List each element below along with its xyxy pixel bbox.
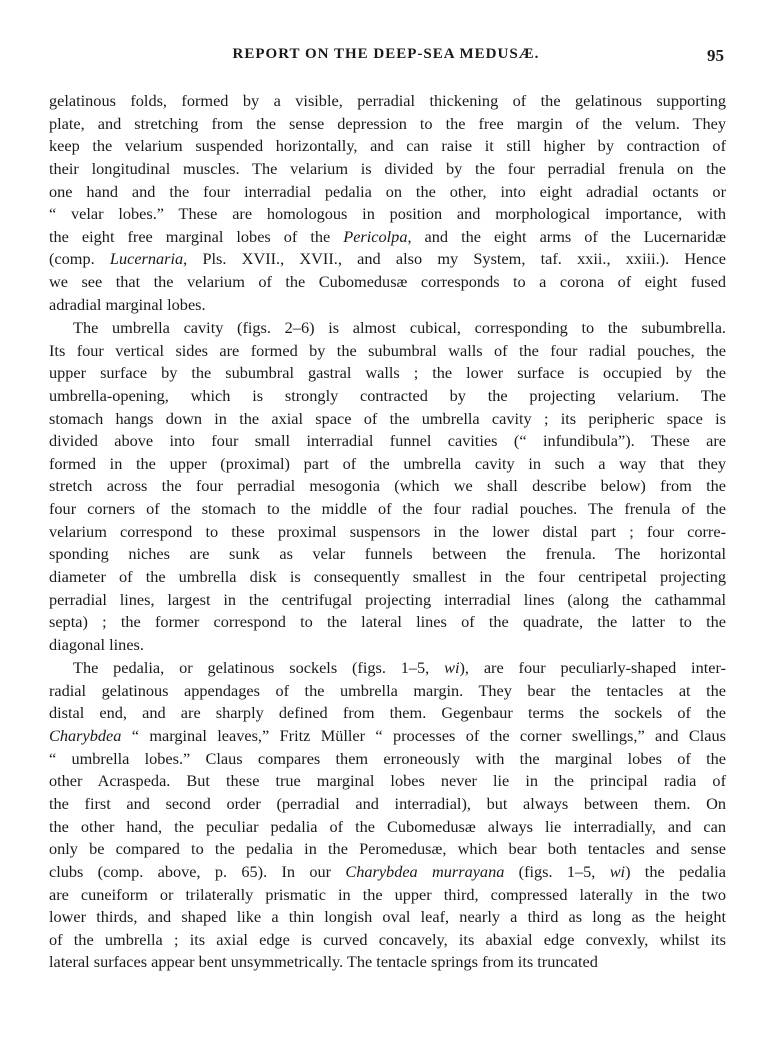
text-run: septa) ; the former correspond to the lateral lines of the quadrate, the latter to the bbox=[49, 612, 726, 632]
text-line bbox=[49, 317, 726, 340]
text-run: diagonal lines. bbox=[49, 634, 144, 654]
text-line bbox=[49, 725, 726, 748]
text-run: sponding niches are sunk as velar funnels between the frenula. The horizontal bbox=[49, 544, 726, 564]
italic-term: Pericolpa bbox=[343, 226, 408, 246]
italic-term: wi bbox=[444, 658, 460, 678]
page-header bbox=[48, 46, 724, 66]
text-line bbox=[49, 362, 726, 385]
text-run: the eight free marginal lobes of the bbox=[49, 226, 344, 246]
text-run: plate, and stretching from the sense depression to the free margin of the velum. They bbox=[49, 113, 726, 133]
text-run: clubs (comp. above, p. 65). In our bbox=[49, 861, 346, 881]
text-run: their longitudinal muscles. The velarium is divided by the four perradial frenula on the bbox=[49, 158, 726, 178]
text-line bbox=[49, 271, 726, 294]
text-line bbox=[49, 158, 726, 181]
text-line bbox=[49, 951, 726, 974]
text-run: are cuneiform or trilaterally prismatic in the upper third, compressed laterally in the two bbox=[49, 884, 726, 904]
text-line bbox=[49, 181, 726, 204]
text-line bbox=[49, 294, 726, 317]
text-run: lower thirds, and shaped like a thin longish oval leaf, nearly a third as long as the height bbox=[49, 907, 726, 927]
text-run: gelatinous folds, formed by a visible, perradial thickening of the gelatinous supporting bbox=[49, 91, 726, 110]
text-line bbox=[49, 861, 726, 884]
text-run: distal end, and are sharply defined from them. Gegenbaur terms the sockels of the bbox=[49, 703, 726, 723]
text-line bbox=[49, 226, 726, 249]
text-run: divided above into four small interradial funnel cavities (“ infundibula”). These are bbox=[49, 431, 726, 451]
text-run: upper surface by the subumbral gastral walls ; the lower surface is occupied by the bbox=[49, 363, 726, 383]
text-run: other Acraspeda. But these true marginal lobes never lie in the principal radia of bbox=[49, 771, 726, 791]
text-run: The pedalia, or gelatinous sockels (figs. 1–5, bbox=[73, 658, 445, 678]
text-run: radial gelatinous appendages of the umbrella margin. They bear the tentacles at the bbox=[49, 680, 726, 700]
text-run: , and the eight arms of the Lucernaridæ bbox=[407, 226, 726, 246]
text-line bbox=[49, 816, 726, 839]
text-run: “ velar lobes.” These are homologous in position and morphological importance, with bbox=[49, 204, 726, 224]
text-line bbox=[49, 702, 726, 725]
text-run: formed in the upper (proximal) part of the umbrella cavity in such a way that they bbox=[49, 453, 726, 473]
text-run: velarium correspond to these proximal suspensors in the lower distal part ; four corre- bbox=[49, 521, 726, 541]
paragraph bbox=[49, 657, 726, 974]
text-line bbox=[49, 90, 726, 113]
text-run: , Pls. XVII., XVII., and also my System, taf. xxii., xxiii.). Hence bbox=[183, 249, 727, 269]
text-run: we see that the velarium of the Cubomedusæ corresponds to a corona of eight fused bbox=[49, 272, 726, 292]
text-line bbox=[49, 385, 726, 408]
text-run: Its four vertical sides are formed by the subumbral walls of the four radial pouches, the bbox=[49, 340, 726, 360]
text-line bbox=[49, 408, 726, 431]
italic-term: wi bbox=[609, 861, 626, 881]
text-line bbox=[49, 906, 726, 929]
text-run: (figs. 1–5, bbox=[504, 861, 610, 881]
body-text bbox=[49, 90, 726, 974]
text-run: stomach hangs down in the axial space of the umbrella cavity ; its peripheric space is bbox=[49, 408, 726, 428]
text-line bbox=[49, 248, 726, 271]
text-run: lateral surfaces appear bent unsymmetrically. The tentacle springs from its truncated bbox=[49, 952, 598, 972]
text-run: stretch across the four perradial mesogonia (which we shall describe below) from the bbox=[49, 476, 726, 496]
italic-term: Charybdea murrayana bbox=[345, 861, 505, 881]
text-line bbox=[49, 657, 726, 680]
page-number: 95 bbox=[707, 46, 724, 65]
italic-term: Charybdea bbox=[49, 726, 122, 746]
text-run: ) the pedalia bbox=[625, 861, 727, 881]
text-line bbox=[49, 566, 726, 589]
text-run: The umbrella cavity (figs. 2–6) is almost cubical, corresponding to the subumbrella. bbox=[73, 317, 726, 337]
text-line bbox=[49, 929, 726, 952]
running-title: REPORT ON THE DEEP-SEA MEDUSÆ. bbox=[232, 46, 540, 62]
text-run: “ umbrella lobes.” Claus compares them erroneously with the marginal lobes of the bbox=[49, 748, 726, 768]
text-line bbox=[49, 498, 726, 521]
text-line bbox=[49, 748, 726, 771]
text-line bbox=[49, 793, 726, 816]
text-line bbox=[49, 589, 726, 612]
text-run: umbrella-opening, which is strongly contracted by the projecting velarium. The bbox=[49, 385, 726, 405]
text-run: perradial lines, largest in the centrifugal projecting interradial lines (along the cathammal bbox=[49, 589, 726, 609]
italic-term: Lucernaria bbox=[109, 249, 184, 269]
paragraph bbox=[49, 90, 726, 316]
text-run: keep the velarium suspended horizontally, and can raise it still higher by contraction of bbox=[49, 136, 726, 156]
text-run: (comp. bbox=[49, 249, 110, 269]
text-line bbox=[49, 680, 726, 703]
text-run: the other hand, the peculiar pedalia of the Cubomedusæ always lie interradially, and can bbox=[49, 816, 726, 836]
text-run: “ marginal leaves,” Fritz Müller “ processes of the corner swellings,” and Claus bbox=[121, 726, 726, 746]
text-line bbox=[49, 838, 726, 861]
text-line bbox=[49, 543, 726, 566]
text-run: adradial marginal lobes. bbox=[49, 294, 206, 314]
text-line bbox=[49, 521, 726, 544]
text-line bbox=[49, 135, 726, 158]
text-run: diameter of the umbrella disk is consequently smallest in the four centripetal projecting bbox=[49, 567, 726, 586]
text-line bbox=[49, 430, 726, 453]
text-line bbox=[49, 453, 726, 476]
text-line bbox=[49, 884, 726, 907]
paragraph bbox=[49, 317, 726, 657]
text-line bbox=[49, 770, 726, 793]
text-line bbox=[49, 340, 726, 363]
text-run: of the umbrella ; its axial edge is curved concavely, its abaxial edge convexly, whilst its bbox=[49, 929, 726, 949]
text-line bbox=[49, 113, 726, 136]
text-run: only be compared to the pedalia in the Peromedusæ, which bear both tentacles and sense bbox=[49, 839, 726, 859]
text-line bbox=[49, 475, 726, 498]
text-line bbox=[49, 203, 726, 226]
text-run: ), are four peculiarly-shaped inter- bbox=[459, 658, 726, 678]
text-run: four corners of the stomach to the middle of the four radial pouches. The frenula of the bbox=[49, 499, 726, 519]
text-run: one hand and the four interradial pedalia on the other, into eight adradial octants or bbox=[49, 181, 726, 201]
text-run: the first and second order (perradial and interradial), but always between them. On bbox=[49, 793, 726, 813]
text-line bbox=[49, 634, 726, 657]
text-line bbox=[49, 611, 726, 634]
